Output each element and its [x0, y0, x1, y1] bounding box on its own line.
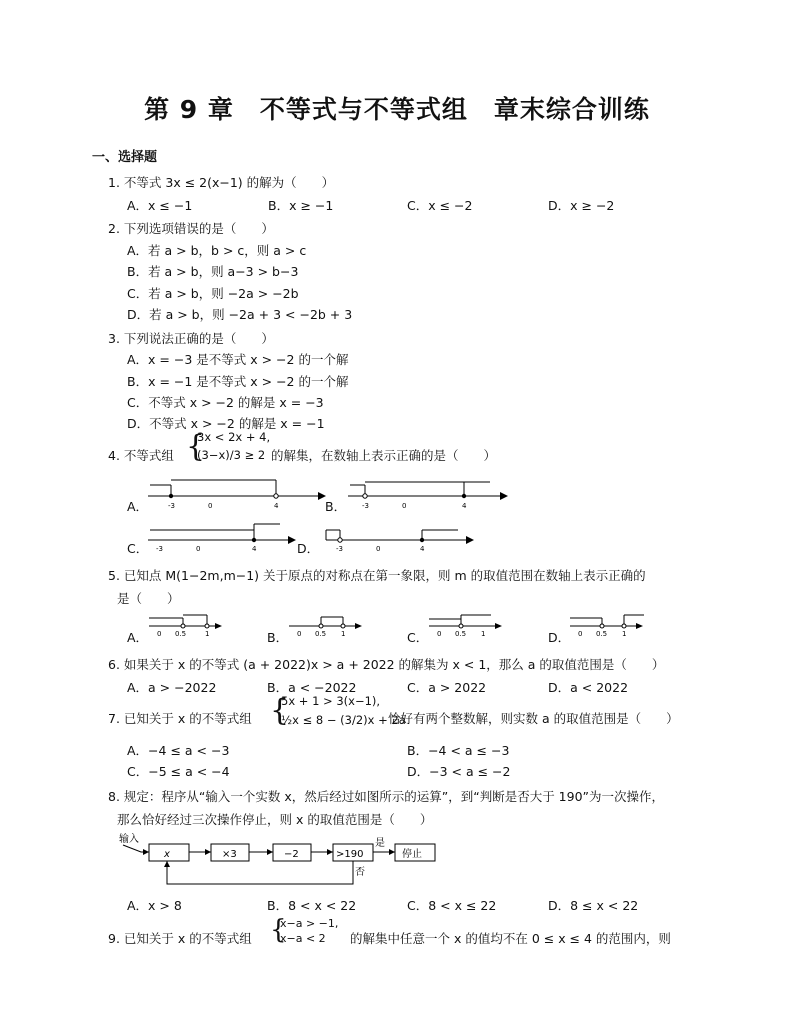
- q7-option-b: B．−4 < a ≤ −3: [407, 743, 510, 758]
- tick-label: 4: [420, 545, 425, 553]
- q7-option-c: C．−5 ≤ a < −4: [127, 764, 230, 779]
- tick-label: -3: [168, 502, 175, 510]
- tick-label: 0.5: [596, 630, 608, 638]
- q5-numberline-c: [425, 612, 505, 640]
- q4-system: { 3x < 2x + 4, (3−x)/3 ≥ 2: [186, 429, 271, 464]
- q1-option-c: C．x ≤ −2: [407, 198, 473, 213]
- q4-numberline-d: [318, 520, 478, 556]
- flow-box-minus2: −2: [284, 849, 299, 860]
- q4-label-a: A．: [127, 499, 149, 514]
- q6-option-d: D．a < 2022: [548, 680, 629, 695]
- tick-label: 1: [622, 630, 627, 638]
- tick-label: 0: [196, 545, 201, 553]
- flow-box-times3: ×3: [222, 849, 237, 860]
- q4-suffix: 的解集，在数轴上表示正确的是（ ）: [271, 448, 497, 463]
- q6-option-c: C．a > 2022: [407, 680, 487, 695]
- q8-option-c: C．8 < x ≤ 22: [407, 898, 497, 913]
- q1-option-d: D．x ≥ −2: [548, 198, 615, 213]
- q2-option-c: C．若 a > b，则 −2a > −2b: [127, 286, 299, 301]
- q9-system-line2: x−a < 2: [280, 932, 326, 945]
- q7-option-d: D．−3 < a ≤ −2: [407, 764, 511, 779]
- q4-prefix: 4. 不等式组: [108, 448, 174, 463]
- q4-label-d: D．: [297, 541, 320, 556]
- flow-stop-box: 停止: [402, 849, 422, 860]
- q3-option-b: B．x = −1 是不等式 x > −2 的一个解: [127, 374, 349, 389]
- q8-line2: 那么恰好经过三次操作停止，则 x 的取值范围是（ ）: [117, 812, 433, 827]
- q6-option-a: A．a > −2022: [127, 680, 217, 695]
- tick-label: 0: [578, 630, 583, 638]
- q8-option-a: A．x > 8: [127, 898, 182, 913]
- q9-suffix: 的解集中任意一个 x 的值均不在 0 ≤ x ≤ 4 的范围内，则: [350, 931, 671, 946]
- q3-stem: 3. 下列说法正确的是（ ）: [108, 331, 274, 346]
- q3-option-c: C．不等式 x > −2 的解是 x = −3: [127, 395, 324, 410]
- q4-system-line2: (3−x)/3 ≥ 2: [197, 448, 266, 462]
- tick-label: 0.5: [315, 630, 327, 638]
- q4-label-c: C．: [127, 541, 149, 556]
- q5-label-b: B．: [267, 630, 289, 645]
- tick-label: 4: [252, 545, 257, 553]
- tick-label: 0: [376, 545, 381, 553]
- q1-stem: 1. 不等式 3x ≤ 2(x−1) 的解为（ ）: [108, 175, 335, 190]
- q7-suffix: 恰好有两个整数解，则实数 a 的取值范围是（ ）: [388, 711, 679, 726]
- q5-label-c: C．: [407, 630, 429, 645]
- q7-option-a: A．−4 ≤ a < −3: [127, 743, 230, 758]
- q7-system-line2: ½x ≤ 8 − (3/2)x + 2a: [281, 713, 406, 727]
- q4-system-line1: 3x < 2x + 4,: [197, 430, 271, 444]
- tick-label: 0: [208, 502, 213, 510]
- tick-label: 4: [462, 502, 467, 510]
- q3-option-a: A．x = −3 是不等式 x > −2 的一个解: [127, 352, 349, 367]
- q4-numberline-a: [140, 478, 330, 514]
- q8-option-d: D．8 ≤ x < 22: [548, 898, 639, 913]
- q6-option-b: B．a < −2022: [267, 680, 357, 695]
- q6-stem: 6. 如果关于 x 的不等式 (a + 2022)x > a + 2022 的解集为 x < 1，那么 a 的取值范围是（ ）: [108, 657, 665, 672]
- page-title: 第 9 章 不等式与不等式组 章末综合训练: [144, 95, 650, 124]
- q8-line1: 8. 规定：程序从“输入一个实数 x，然后经过如图所示的运算”，到“判断是否大于 190”为一次操作，: [108, 789, 665, 804]
- tick-label: 0: [402, 502, 407, 510]
- q5-numberline-b: [285, 612, 365, 640]
- tick-label: 0: [297, 630, 302, 638]
- tick-label: -3: [362, 502, 369, 510]
- flow-no-label: 否: [355, 867, 365, 878]
- tick-label: -3: [336, 545, 343, 553]
- q3-option-d: D．不等式 x > −2 的解是 x = −1: [127, 416, 325, 431]
- q8-flowchart: [115, 830, 445, 888]
- q1-option-a: A．x ≤ −1: [127, 198, 193, 213]
- q1-option-b: B．x ≥ −1: [268, 198, 334, 213]
- q5-numberline-a: [145, 612, 225, 640]
- q7-prefix: 7. 已知关于 x 的不等式组: [108, 711, 252, 726]
- q5-numberline-d: [566, 612, 646, 640]
- tick-label: 1: [341, 630, 346, 638]
- q2-stem: 2. 下列选项错误的是（ ）: [108, 221, 274, 236]
- q5-label-d: D．: [548, 630, 571, 645]
- tick-label: 0: [437, 630, 442, 638]
- tick-label: 4: [274, 502, 279, 510]
- flow-input-label: 输入: [119, 834, 139, 845]
- q4-numberline-c: [140, 520, 305, 556]
- tick-label: 0: [157, 630, 162, 638]
- tick-label: 1: [205, 630, 210, 638]
- q2-option-d: D．若 a > b，则 −2a + 3 < −2b + 3: [127, 307, 353, 322]
- tick-label: 0.5: [455, 630, 467, 638]
- tick-label: 1: [481, 630, 486, 638]
- q7-system: { 5x + 1 > 3(x−1), ½x ≤ 8 − (3/2)x + 2a: [270, 693, 406, 728]
- q2-option-b: B．若 a > b，则 a−3 > b−3: [127, 264, 299, 279]
- flow-box-x: x: [164, 849, 170, 860]
- q5-line2: 是（ ）: [117, 591, 180, 606]
- q9-system: { x−a > −1, x−a < 2: [270, 915, 339, 945]
- tick-label: 0.5: [175, 630, 187, 638]
- q9-prefix: 9. 已知关于 x 的不等式组: [108, 931, 252, 946]
- section-heading: 一、选择题: [92, 150, 158, 165]
- flow-box-compare: >190: [336, 849, 364, 860]
- q7-system-line1: 5x + 1 > 3(x−1),: [281, 694, 381, 708]
- tick-label: -3: [156, 545, 163, 553]
- q4-label-b: B．: [325, 499, 347, 514]
- q4-numberline-b: [340, 478, 515, 514]
- q5-label-a: A．: [127, 630, 149, 645]
- q5-line1: 5. 已知点 M(1−2m,m−1) 关于原点的对称点在第一象限，则 m 的取值范围在数轴上表示正确的: [108, 568, 646, 583]
- flow-yes-label: 是: [375, 838, 385, 849]
- q8-option-b: B．8 < x < 22: [267, 898, 357, 913]
- q9-system-line1: x−a > −1,: [280, 917, 339, 930]
- q2-option-a: A．若 a > b，b > c，则 a > c: [127, 243, 307, 258]
